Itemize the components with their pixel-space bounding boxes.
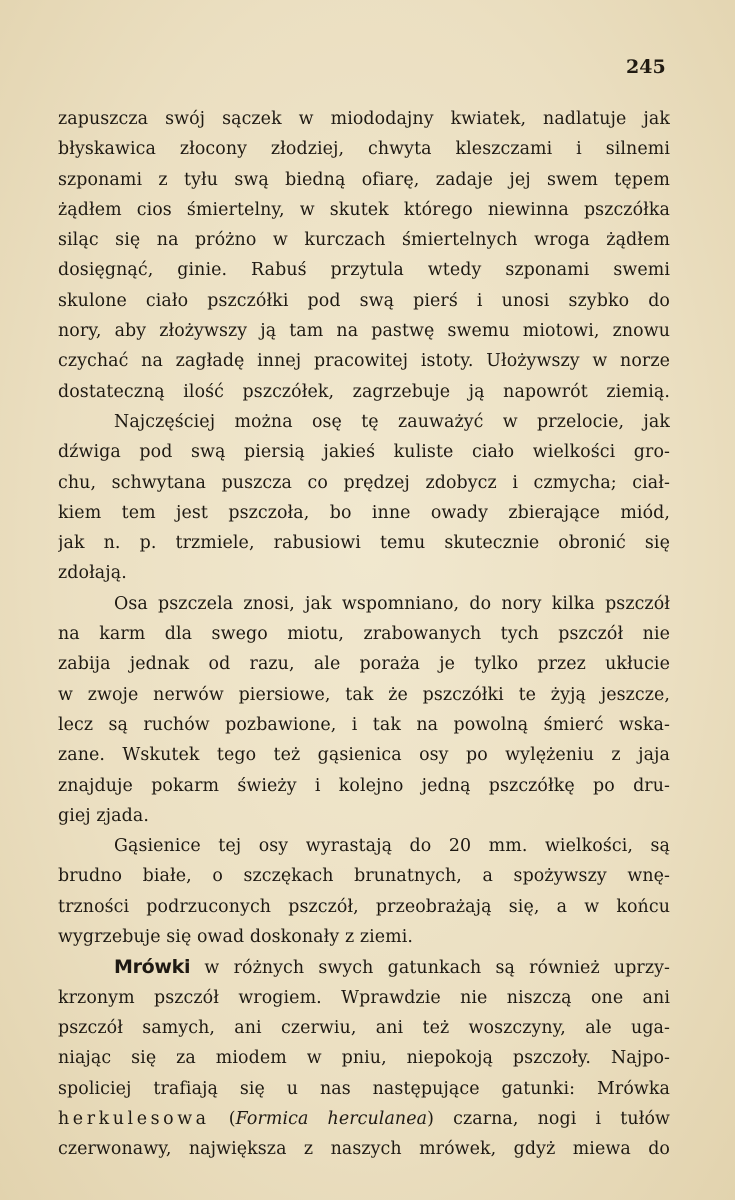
text-line: zane. Wskutek tego też gąsienica osy po wylężeniu z jaja	[58, 745, 670, 766]
text-line: Osa pszczela znosi, jak wspomniano, do nory kilka pszczół	[114, 593, 670, 614]
text-line	[58, 1104, 670, 1134]
text-line: błyskawica złocony złodziej, chwyta kleszczami i silnemi	[58, 139, 670, 160]
paragraph-3	[58, 589, 670, 831]
paragraph-4	[58, 831, 670, 952]
text-line: czychać na zagładę innej pracowitej istoty. Ułożywszy w norze	[58, 351, 670, 372]
text-line: lecz są ruchów pozbawione, i tak na powolną śmierć wska-	[58, 714, 670, 735]
text-line: spoliciej trafiają się u nas następujące gatunki: Mrówka	[58, 1078, 670, 1099]
text-line: brudno białe, o szczękach brunatnych, a spożywszy wnę-	[58, 866, 670, 887]
text-line: wygrzebuje się owad doskonały z ziemi.	[58, 927, 414, 948]
paren-open: (	[209, 1108, 236, 1129]
text-line: jak n. p. trzmiele, rabusiowi temu skutecznie obronić się	[58, 533, 670, 554]
body-text	[58, 104, 670, 1164]
text-line: dostateczną ilość pszczółek, zagrzebuje ją napowrót ziemią.	[58, 381, 670, 402]
text-line: zdołają.	[58, 563, 127, 584]
text-line: Gąsienice tej osy wyrastają do 20 mm. wielkości, są	[114, 836, 670, 857]
text-line: zapuszcza swój sączek w miododajny kwiatek, nadlatuje jak	[58, 109, 670, 129]
text-line: dźwiga pod swą piersią jakieś kuliste ciało wielkości gro-	[58, 442, 670, 463]
text-line: chu, schwytana puszcza co prędzej zdobycz i czmycha; ciał-	[58, 472, 670, 493]
paren-close-rest: ) czarna, nogi i tułów	[427, 1108, 670, 1129]
text-line: szponami z tyłu swą biedną ofiarę, zadaje jej swem tępem	[58, 169, 670, 190]
text-line: zabija jednak od razu, ale poraża je tylko przez ukłucie	[58, 654, 670, 675]
text-line: dosięgnąć, ginie. Rabuś przytula wtedy szponami swemi	[58, 260, 670, 281]
text-line: czerwonawy, największa z naszych mrówek, gdyż miewa do	[58, 1139, 670, 1160]
paragraph-5	[58, 952, 670, 1164]
text-line: w zwoje nerwów piersiowe, tak że pszczółki te żyją jeszcze,	[58, 684, 670, 705]
text-line: na karm dla swego miotu, zrabowanych tych pszczół nie	[58, 624, 670, 645]
page-number: 245	[626, 56, 666, 78]
section-lead-word: Mrówki	[114, 956, 191, 979]
text-line: trzności podrzuconych pszczół, przeobrażają się, a w końcu	[58, 896, 670, 917]
text-line: giej zjada.	[58, 805, 149, 826]
species-name-spaced: herkulesowa	[58, 1108, 210, 1129]
text-line: kiem tem jest pszczoła, bo inne owady zbierające miód,	[58, 502, 670, 523]
text-line: skulone ciało pszczółki pod swą pierś i unosi szybko do	[58, 290, 670, 311]
paragraph-2	[58, 407, 670, 589]
lead-line-rest: w różnych swych gatunkach są również uprzy-	[190, 958, 670, 979]
text-line: siląc się na próżno w kurczach śmiertelnych wroga żądłem	[58, 230, 670, 251]
text-line: znajduje pokarm świeży i kolejno jedną pszczółkę po dru-	[58, 775, 670, 796]
text-line: pszczół samych, ani czerwiu, ani też woszczyny, ale uga-	[58, 1017, 670, 1038]
paragraph-1	[58, 104, 670, 407]
text-line: nory, aby złożywszy ją tam na pastwę swemu miotowi, znowu	[58, 321, 670, 342]
text-line	[58, 952, 670, 982]
text-line: niając się za miodem w pniu, niepokoją pszczoły. Najpo-	[58, 1048, 670, 1069]
latin-name: Formica herculanea	[235, 1108, 428, 1129]
text-line: żądłem cios śmiertelny, w skutek którego niewinna pszczółka	[58, 199, 670, 220]
text-line: krzonym pszczół wrogiem. Wprawdzie nie niszczą one ani	[58, 987, 670, 1008]
text-line: Najczęściej można osę tę zauważyć w przelocie, jak	[114, 411, 670, 432]
